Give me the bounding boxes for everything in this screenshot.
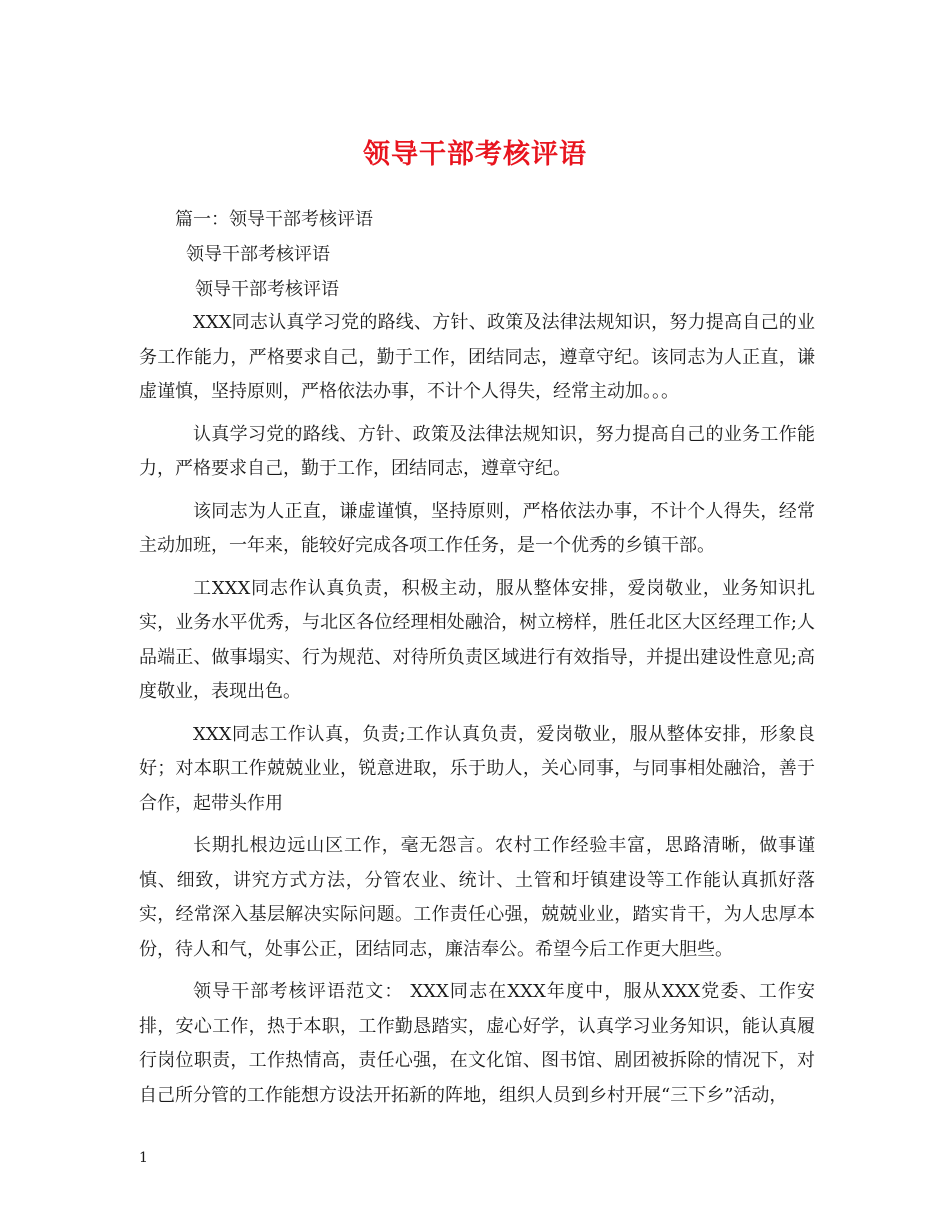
document-body xyxy=(139,306,815,1121)
document-title: 领导干部考核评语 xyxy=(363,139,587,170)
paragraph: XXX同志认真学习党的路线、方针、政策及法律法规知识，努力提高自己的业务工作能力，严格要求自己，勤于工作，团结同志，遵章守纪。该同志为人正直，谦虚谨慎，坚持原则，严格依法办事，不计个人得失，经常主动加。。。 xyxy=(139,312,815,402)
heading-line-3: 领导干部考核评语 xyxy=(195,279,339,300)
paragraph: XXX同志工作认真，负责;工作认真负责，爱岗敬业，服从整体安排，形象良好；对本职工作兢兢业业，锐意进取，乐于助人，关心同事，与同事相处融洽，善于合作，起带头作用 xyxy=(139,723,815,814)
heading-line-2: 领导干部考核评语 xyxy=(186,244,330,265)
page-number: 1 xyxy=(139,1150,148,1166)
paragraph: 该同志为人正直，谦虚谨慎，坚持原则，严格依法办事，不计个人得失，经常主动加班，一年来，能较好完成各项工作任务，是一个优秀的乡镇干部。 xyxy=(139,500,815,556)
paragraph: 认真学习党的路线、方针、政策及法律法规知识，努力提高自己的业务工作能力，严格要求自己，勤于工作，团结同志，遵章守纪。 xyxy=(139,423,815,479)
paragraph: 领导干部考核评语范文： XXX同志在XXX年度中，服从XXX党委、工作安排，安心工作，热于本职，工作勤恳踏实，虚心好学，认真学习业务知识，能认真履行岗位职责，工作热情高，责任心强，在文化馆、图书馆、剧团被拆除的情况下，对自己所分管的工作能想方设法开拓新的阵地，组织人员到乡村开展“三下乡”活动， xyxy=(139,981,815,1106)
heading-line-1: 篇一：领导干部考核评语 xyxy=(175,209,373,230)
paragraph: 工XXX同志作认真负责，积极主动，服从整体安排，爱岗敬业，业务知识扎实，业务水平优秀，与北区各位经理相处融洽，树立榜样，胜任北区大区经理工作;人品端正、做事塌实、行为规范、对待所负责区域进行有效指导，并提出建设性意见;高度敬业，表现出色。 xyxy=(139,577,815,702)
paragraph: 长期扎根边远山区工作，毫无怨言。农村工作经验丰富，思路清晰，做事谨慎、细致，讲究方式方法，分管农业、统计、土管和圩镇建设等工作能认真抓好落实，经常深入基层解决实际问题。工作责任心强，兢兢业业，踏实肯干，为人忠厚本份，待人和气，处事公正，团结同志，廉洁奉公。希望今后工作更大胆些。 xyxy=(139,835,815,960)
